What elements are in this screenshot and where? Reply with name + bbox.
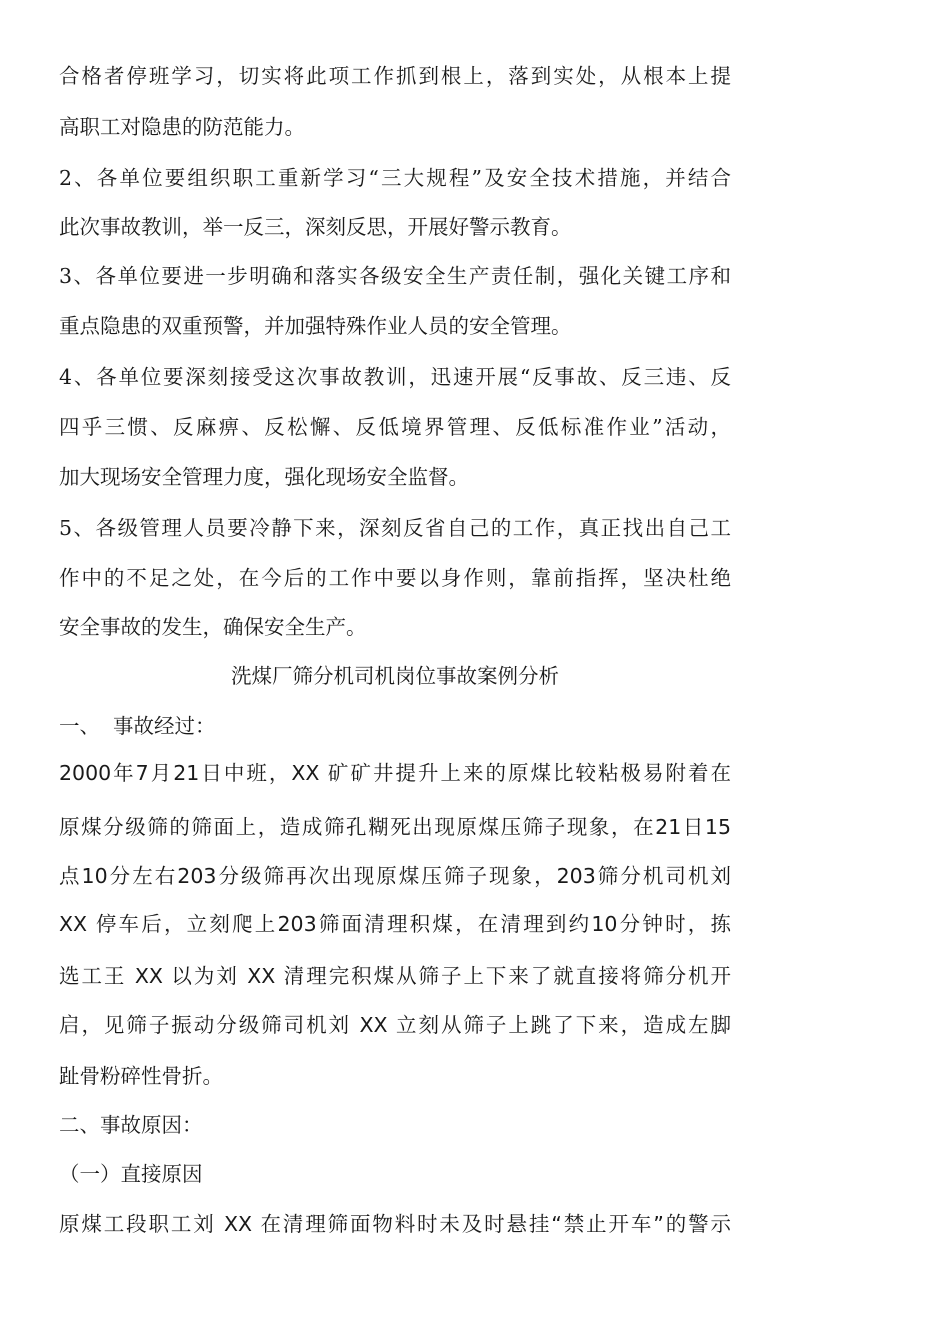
body-line: XX 停车后，立刻爬上203筛面清理积煤，在清理到约10分钟时，拣 — [59, 912, 731, 936]
body-line: 4、各单位要深刻接受这次事故教训，迅速开展“反事故、反三违、反 — [59, 365, 731, 389]
body-line: 此次事故教训，举一反三，深刻反思，开展好警示教育。 — [59, 215, 572, 239]
body-line: 2、各单位要组织职工重新学习“三大规程”及安全技术措施，并结合 — [59, 166, 731, 190]
body-line: 5、各级管理人员要冷静下来，深刻反省自己的工作，真正找出自己工 — [59, 516, 731, 540]
body-line: 趾骨粉碎性骨折。 — [59, 1064, 223, 1088]
section-heading: 一、 事故经过： — [59, 714, 216, 738]
body-line: 点10分左右203分级筛再次出现原煤压筛子现象，203筛分机司机刘 — [59, 864, 731, 888]
body-line: 加大现场安全管理力度，强化现场安全监督。 — [59, 465, 469, 489]
body-line: 作中的不足之处，在今后的工作中要以身作则，靠前指挥，坚决杜绝 — [59, 566, 731, 590]
body-line: 重点隐患的双重预警，并加强特殊作业人员的安全管理。 — [59, 314, 572, 338]
body-line: 合格者停班学习，切实将此项工作抓到根上，落到实处，从根本上提 — [59, 64, 731, 88]
body-line: 启，见筛子振动分级筛司机刘 XX 立刻从筛子上跳了下来，造成左脚 — [59, 1013, 731, 1037]
body-line: 高职工对隐患的防范能力。 — [59, 115, 305, 139]
body-line: 选工王 XX 以为刘 XX 清理完积煤从筛子上下来了就直接将筛分机开 — [59, 964, 731, 988]
body-line: 四乎三惯、反麻痹、反松懈、反低境界管理、反低标准作业”活动， — [59, 415, 731, 439]
section-title: 洗煤厂筛分机司机岗位事故案例分析 — [231, 664, 559, 688]
body-line: 安全事故的发生，确保安全生产。 — [59, 615, 367, 639]
subsection-heading: （一）直接原因 — [59, 1162, 203, 1186]
section-heading: 二、事故原因： — [59, 1113, 203, 1137]
body-line: 原煤分级筛的筛面上，造成筛孔糊死出现原煤压筛子现象，在21日15 — [59, 815, 731, 839]
body-line: 原煤工段职工刘 XX 在清理筛面物料时未及时悬挂“禁止开车”的警示 — [59, 1212, 731, 1236]
body-line: 2000年7月21日中班，XX 矿矿井提升上来的原煤比较粘极易附着在 — [59, 761, 731, 785]
body-line: 3、各单位要进一步明确和落实各级安全生产责任制，强化关键工序和 — [59, 264, 731, 288]
